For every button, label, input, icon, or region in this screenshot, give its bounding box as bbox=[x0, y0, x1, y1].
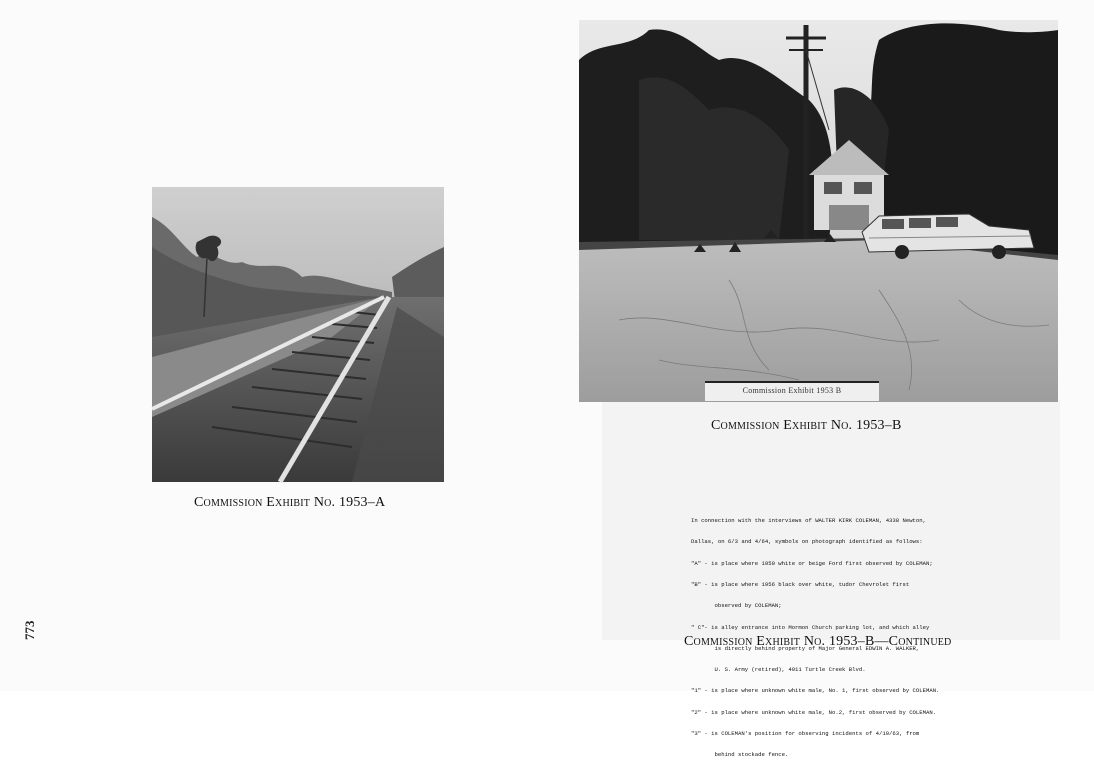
caption-number: No. 1953–A bbox=[313, 495, 386, 510]
caption-exhibit-1953-b-continued bbox=[684, 634, 951, 650]
typed-note-line: "B" - is place where 1956 black over white, tudor Chevrolet first bbox=[691, 581, 910, 589]
typed-note-line: "1" - is place where unknown white male, No. 1, first observed by COLEMAN. bbox=[691, 687, 940, 695]
typed-note-line: "A" - is place where 1950 white or beige Ford first observed by COLEMAN; bbox=[691, 559, 933, 567]
caption-prefix: Commission Exhibit bbox=[684, 634, 801, 649]
photo-railroad-tracks bbox=[152, 187, 444, 482]
typed-note-line: "2" - is place where unknown white male, No.2, first observed by COLEMAN. bbox=[691, 708, 937, 716]
caption-exhibit-1953-b bbox=[711, 418, 901, 434]
typed-note-line: In connection with the interviews of WALTER KIRK COLEMAN, 4338 Newton, bbox=[691, 517, 926, 525]
typed-note-line: "3" - is COLEMAN's position for observing incidents of 4/10/63, from bbox=[691, 730, 920, 737]
caption-prefix: Commission Exhibit bbox=[711, 418, 828, 433]
caption-number: No. 1953–B bbox=[830, 418, 902, 433]
caption-prefix: Commission Exhibit bbox=[194, 495, 311, 510]
typed-note-line: U. S. Army (retired), 4011 Turtle Creek Blvd. bbox=[691, 666, 866, 674]
caption-exhibit-1953-a bbox=[194, 495, 385, 511]
caption-number: No. 1953–B—Continued bbox=[803, 634, 952, 649]
typed-note-line: Dallas, on 6/3 and 4/64, symbols on photograph identified as follows: bbox=[691, 538, 923, 546]
page-number: 773 bbox=[22, 620, 37, 640]
typed-note-line: observed by COLEMAN; bbox=[691, 602, 782, 610]
typed-note-line: behind stockade fence. bbox=[691, 751, 789, 759]
photo-street-scene bbox=[579, 20, 1058, 402]
typed-note-line: " C"- is alley entrance into Mormon Church parking lot, and which alley bbox=[691, 623, 930, 631]
typed-note-line: is directly behind property of Major General EDWIN A. WALKER, bbox=[691, 644, 920, 652]
exhibit-board-label: Commission Exhibit 1953 B bbox=[705, 381, 879, 401]
